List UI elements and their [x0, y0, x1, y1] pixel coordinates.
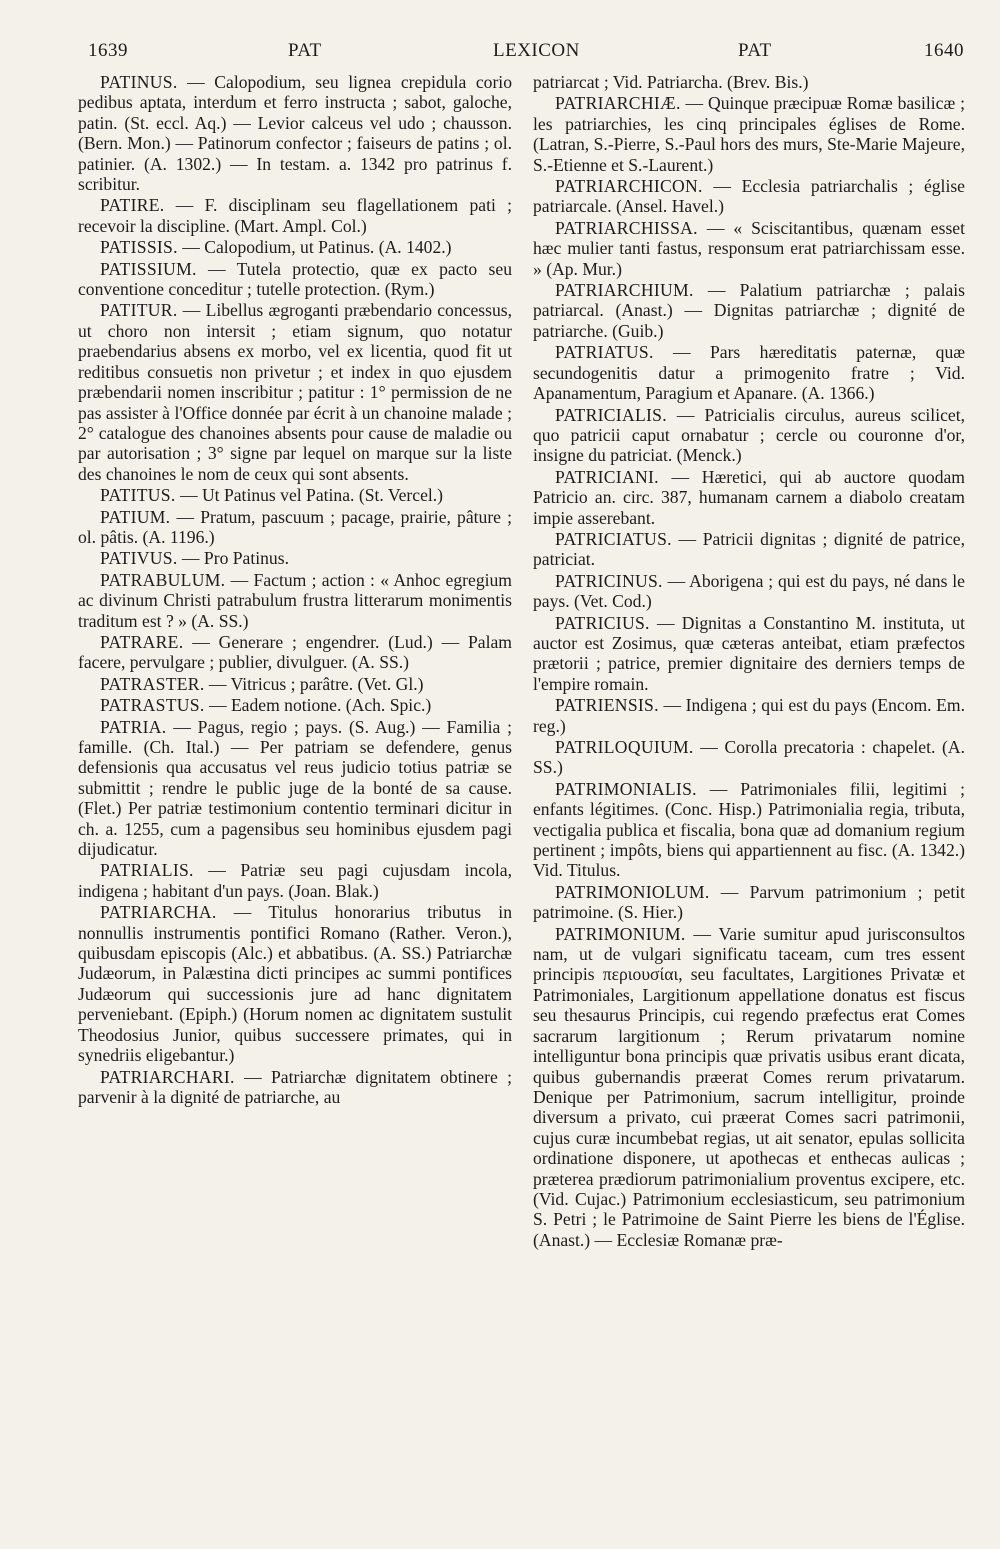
right-column	[533, 72, 965, 1532]
entry-definition: — Pro Patinus.	[177, 548, 289, 569]
dictionary-entry	[78, 507, 512, 548]
entry-headword: PATRIMONIUM.	[555, 923, 686, 944]
left-column	[78, 72, 512, 1532]
dictionary-entry	[78, 570, 512, 631]
dictionary-entry	[78, 72, 512, 194]
dictionary-entry	[78, 195, 512, 236]
entry-headword: PATITUS.	[100, 485, 176, 506]
dictionary-entry	[78, 237, 512, 257]
dictionary-entry	[78, 485, 512, 505]
dictionary-entry	[78, 548, 512, 568]
dictionary-entry	[78, 1067, 512, 1108]
entry-definition: — Vitricus ; parâtre. (Vet. Gl.)	[204, 673, 424, 694]
entry-definition: — Hæretici, qui ab auctore quodam Patricio an. circ. 387, humanam carnem a diabolo creatam impie asserebant.	[533, 466, 965, 528]
entry-definition: — Varie sumitur apud jurisconsultos nam, ut de vulgari significatu taceam, cum tres essent principis περιουσίαι, seu facultates, Largitiones Privatæ et Patrimoniales, Largitionum appellatione donatus est fiscus seu thesaurus Principis, cui regendo præfectus erat Comes sacrarum largitionum ; Rerum privatarum nomine intelliguntur bona principis quæ privatis usibus erant dicata, quibus gubernandis præerat Comes rerum privatarum. Denique per Patrimonium, sacrum intelligitur, proinde diversum a privato, cui præerat Comes sacri patrimonii, cujus curæ incumbebat regias, ut ait senator, epulas sollicita ordinatione disponere, ut apothecas et enthecas aulicas ; præterea prædiorum patrimonialium proventus excipere, etc. (Vid. Cujac.) Patrimonium ecclesiasticum, seu patrimonium S. Petri ; le Patrimoine de Saint Pierre les biens de l'Église. (Anast.) — Ecclesiæ Romanæ præ-	[533, 923, 965, 1250]
dictionary-entry	[78, 695, 512, 715]
entry-definition: — Tutela protectio, quæ ex pacto seu conventione conceditur ; tutelle protection. (Rym.)	[78, 258, 512, 300]
dictionary-entry	[533, 529, 965, 570]
entry-definition: — Patrimoniales filii, legitimi ; enfants légitimes. (Conc. Hisp.) Patrimonialia regia, tributa, vectigalia publica et fiscalia, bona quæ ad domanium regium pertinent ; impôts, biens qui appartiennent au fisc. (A. 1342.) Vid. Titulus.	[533, 778, 965, 881]
entry-headword: PATRICIUS.	[555, 612, 650, 633]
dictionary-entry	[533, 176, 965, 217]
entry-headword: PATITUR.	[100, 300, 178, 321]
entry-definition: — Patriarchæ dignitatem obtinere ; parvenir à la dignité de patriarche, au	[78, 1066, 512, 1107]
dictionary-entry	[533, 571, 965, 612]
entry-definition: — Aborigena ; qui est du pays, né dans le pays. (Vet. Cod.)	[533, 570, 965, 612]
entry-headword: PATIVUS.	[100, 548, 178, 569]
entry-definition: — F. disciplinam seu flagellationem pati ; recevoir la discipline. (Mart. Ampl. Col.)	[78, 195, 512, 236]
entry-definition: — Quinque præcipuæ Romæ basilicæ ; les patriarchies, les cinq principales églises de Rome. (Latran, S.-Pierre, S.-Paul hors des murs, Ste-Marie Majeure, S.-Etienne et S.-Laurent.)	[533, 93, 965, 175]
entry-headword: PATRIA.	[100, 716, 167, 737]
dictionary-entry	[78, 717, 512, 860]
entry-definition: — Patricii dignitas ; dignité de patrice, patriciat.	[533, 528, 965, 570]
entry-headword: PATRIARCHICON.	[555, 176, 703, 197]
entry-definition: — Generare ; engendrer. (Lud.) — Palam facere, pervulgare ; publier, divulguer. (A. SS.)	[78, 631, 512, 673]
entry-definition: — Parvum patrimonium ; petit patrimoine. (S. Hier.)	[533, 881, 965, 923]
entry-headword: PATRABULUM.	[100, 569, 226, 590]
entry-definition: — Indigena ; qui est du pays (Encom. Em. reg.)	[533, 695, 965, 736]
entry-headword: PATINUS.	[100, 72, 178, 92]
entry-headword: PATISSIS.	[100, 237, 178, 258]
entry-headword: PATRARE.	[100, 631, 184, 652]
dictionary-entry	[533, 737, 965, 778]
entry-headword: PATRIMONIALIS.	[555, 778, 697, 799]
entry-definition: — Calopodium, seu lignea crepidula corio pedibus aptata, interdum et ferro instructa ; sabot, galoche, patin. (St. eccl. Aq.) — Levior calceus vel udo ; chausson. (Bern. Mon.) — Patinorum confector ; faiseurs de patins ; ol. patinier. (A. 1302.) — In testam. a. 1342 pro patrinus f. scribitur.	[78, 72, 512, 195]
entry-headword: PATRASTUS.	[100, 695, 205, 716]
right-running-head: PAT	[738, 40, 772, 61]
entry-headword: PATIRE.	[100, 195, 165, 216]
entry-definition: — Titulus honorarius tributus in nonnullis instrumentis pontifici Romano (Rather. Veron.), quibusdam episcopis (Alc.) et abbatibus. (A. SS.) Patriarchæ Judæorum, in Palæstina dicti principes ac summi pontifices Judæorum qui successionis jure ad hanc dignitatem perveniebant. (Epiph.) (Horum nomen ac dignitatem sustulit Theodosius Junior, quibus successere primates, qui in synedriis eligebantur.)	[78, 902, 512, 1066]
entry-headword: PATRIATUS.	[555, 342, 654, 363]
entry-definition: — Ecclesia patriarchalis ; église patriarcale. (Ansel. Havel.)	[533, 176, 965, 217]
dictionary-entry	[533, 882, 965, 923]
entry-definition: — Patricialis circulus, aureus scilicet, quo patricii caput ornabatur ; cercle ou couronne d'or, insigne du patriciat. (Menck.)	[533, 404, 965, 466]
entry-headword: PATRILOQUIUM.	[555, 737, 694, 757]
entry-headword: PATRIARCHARI.	[100, 1066, 235, 1087]
entry-headword: PATRIARCHISSA.	[555, 217, 698, 238]
entry-headword: PATRICIALIS.	[555, 404, 667, 425]
entry-headword: PATRIENSIS.	[555, 695, 659, 716]
entry-definition: — Factum ; action : « Anhoc egregium ac divinum Christi patrabulum frustra litterarum monimentis traditum est ? » (A. SS.)	[78, 569, 512, 631]
dictionary-entry	[533, 280, 965, 341]
left-running-head: PAT	[288, 40, 322, 61]
entry-definition: — « Sciscitantibus, quænam esset hæc mulier tanti fastus, responsum erat patriarchissam esse. » (Ap. Mur.)	[533, 217, 965, 279]
dictionary-entry	[78, 632, 512, 673]
running-title: LEXICON	[493, 40, 580, 61]
entry-headword: PATRIALIS.	[100, 860, 194, 881]
entry-definition: — Pratum, pascuum ; pacage, prairie, pâture ; ol. pâtis. (A. 1196.)	[78, 506, 512, 547]
entry-definition: — Patriæ seu pagi cujusdam incola, indigena ; habitant d'un pays. (Joan. Blak.)	[78, 860, 512, 901]
dictionary-entry	[533, 613, 965, 695]
entry-definition: — Calopodium, ut Patinus. (A. 1402.)	[177, 237, 452, 258]
dictionary-entry	[533, 218, 965, 279]
dictionary-entry	[533, 93, 965, 175]
page-header	[88, 40, 964, 70]
entry-headword: PATRICINUS.	[555, 570, 663, 591]
dictionary-entry	[78, 259, 512, 300]
right-page-number: 1640	[924, 40, 964, 61]
dictionary-entry	[533, 467, 965, 528]
dictionary-entry	[533, 695, 965, 736]
entry-headword: PATRICIANI.	[555, 466, 659, 487]
entry-definition: — Pars hæreditatis paternæ, quæ secundogenitis datur a primogenito fratre ; Vid. Apanamentum, Paragium et Apanare. (A. 1366.)	[533, 342, 965, 404]
entry-definition: — Dignitas a Constantino M. instituta, ut auctor est Zosimus, quæ cæteras anteibat, etiam præfectos prætorii ; patrice, premier dignitaire des derniers temps de l'empire romain.	[533, 612, 965, 694]
entry-definition: — Ut Patinus vel Patina. (St. Vercel.)	[175, 485, 444, 506]
entry-headword: PATRIARCHIÆ.	[555, 93, 681, 114]
dictionary-entry	[78, 902, 512, 1065]
dictionary-entry	[533, 72, 965, 92]
dictionary-entry	[533, 405, 965, 466]
entry-headword: PATISSIUM.	[100, 258, 197, 279]
dictionary-entry	[533, 779, 965, 881]
entry-definition: — Palatium patriarchæ ; palais patriarcal. (Anast.) — Dignitas patriarchæ ; dignité de patriarche. (Guib.)	[533, 280, 965, 341]
dictionary-entry	[533, 924, 965, 1251]
entry-definition: — Eadem notione. (Ach. Spic.)	[204, 695, 432, 716]
entry-headword: PATRIMONIOLUM.	[555, 881, 710, 902]
entry-definition: patriarcat ; Vid. Patriarcha. (Brev. Bis.)	[533, 72, 809, 92]
entry-definition: — Corolla precatoria : chapelet. (A. SS.)	[533, 737, 965, 778]
entry-headword: PATRASTER.	[100, 673, 205, 694]
dictionary-entry	[78, 300, 512, 484]
dictionary-entry	[533, 342, 965, 403]
dictionary-entry	[78, 860, 512, 901]
entry-definition: — Pagus, regio ; pays. (S. Aug.) — Familia ; famille. (Ch. Ital.) — Per patriam se defendere, genus defensionis qua accusatus vel reus judicio totius patriæ se submittit ; rendre le public juge de la bonté de sa cause. (Flet.) Per patriæ testimonium contentio terminari dicitur in ch. a. 1255, cum a pagensibus seu hominibus ejusdem pagi dijudicatur.	[78, 716, 512, 860]
entry-headword: PATRIARCHA.	[100, 902, 217, 923]
left-page-number: 1639	[88, 40, 128, 61]
entry-definition: — Libellus ægroganti præbendario concessus, ut choro non intersit ; etiam signum, quo notatur praebendarius absens ex morbo, vel ex licentia, quod fit ut reditibus consuetis non privetur ; et index in quo ejusdem præbendarii nomen inscribitur ; patitur : 1° permission de ne pas assister à l'Office donnée par écrit à un chanoine malade ; 2° catalogue des chanoines absents pour cause de maladie ou par autorisation ; 3° signe par lequel on marque sur la liste des chanoines le nom de ceux qui sont absents.	[78, 300, 512, 484]
entry-headword: PATRICIATUS.	[555, 528, 672, 549]
entry-headword: PATIUM.	[100, 506, 171, 527]
entry-headword: PATRIARCHIUM.	[555, 280, 694, 301]
dictionary-entry	[78, 674, 512, 694]
